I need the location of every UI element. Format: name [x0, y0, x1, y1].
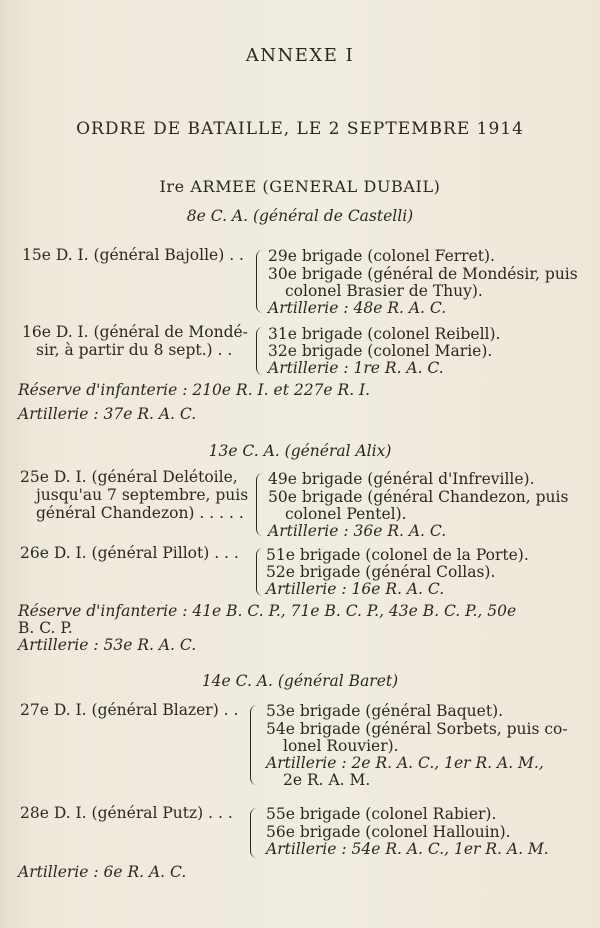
unit-line: 32e brigade (colonel Marie).	[268, 342, 493, 360]
reserve-line: Réserve d'infanterie : 41e B. C. P., 71e B. C. P., 43e B. C. P., 50e	[18, 602, 517, 620]
reserve-line: Artillerie : 53e R. A. C.	[18, 636, 197, 654]
army-heading: Ire ARMEE (GENERAL DUBAIL)	[159, 177, 441, 196]
reserve-line: Réserve d'infanterie : 210e R. I. et 227e R. I.	[18, 381, 371, 399]
division-name: sir, à partir du 8 sept.) . .	[36, 341, 233, 359]
corps-header: 14e C. A. (général Baret)	[201, 672, 399, 690]
unit-line: 56e brigade (colonel Hallouin).	[266, 823, 511, 841]
brace	[250, 808, 257, 858]
unit-line: 29e brigade (colonel Ferret).	[268, 247, 495, 265]
unit-line: 52e brigade (général Collas).	[266, 563, 496, 581]
division-name: 26e D. I. (général Pillot) . . .	[20, 544, 239, 562]
division-name: 28e D. I. (général Putz) . . .	[20, 804, 233, 822]
unit-line: Artillerie : 54e R. A. C., 1er R. A. M.	[266, 840, 549, 858]
unit-line: 51e brigade (colonel de la Porte).	[266, 546, 529, 564]
annexe-title: ANNEXE I	[245, 45, 355, 66]
reserve-line: Artillerie : 6e R. A. C.	[18, 863, 187, 881]
division-name: général Chandezon) . . . . .	[36, 504, 244, 522]
page-heading: ORDRE DE BATAILLE, LE 2 SEPTEMBRE 1914	[76, 119, 524, 139]
unit-line: 53e brigade (général Baquet).	[266, 702, 504, 720]
unit-line: Artillerie : 16e R. A. C.	[266, 580, 445, 598]
reserve-line: Artillerie : 37e R. A. C.	[18, 405, 197, 423]
division-name: jusqu'au 7 septembre, puis	[36, 486, 249, 504]
unit-line: 31e brigade (colonel Reibell).	[268, 325, 501, 343]
unit-line: Artillerie : 1re R. A. C.	[268, 359, 444, 377]
division-name: 25e D. I. (général Delétoile,	[20, 468, 238, 486]
unit-line: 55e brigade (colonel Rabier).	[266, 805, 497, 823]
unit-line: 50e brigade (général Chandezon, puis	[268, 488, 569, 506]
unit-line: colonel Brasier de Thuy).	[285, 282, 483, 300]
brace	[250, 705, 257, 785]
unit-line: 2e R. A. M.	[283, 771, 371, 789]
division-name: 27e D. I. (général Blazer) . .	[20, 701, 239, 719]
unit-line: lonel Rouvier).	[283, 737, 399, 755]
brace	[256, 250, 263, 313]
unit-line: 54e brigade (général Sorbets, puis co-	[266, 720, 568, 738]
unit-line: 49e brigade (général d'Infreville).	[268, 470, 535, 488]
brace	[256, 473, 263, 536]
corps-header: 8e C. A. (général de Castelli)	[186, 207, 414, 225]
unit-line: Artillerie : 2e R. A. C., 1er R. A. M.,	[266, 754, 544, 772]
division-name: 15e D. I. (général Bajolle) . .	[22, 246, 244, 264]
division-name: 16e D. I. (général de Mondé-	[22, 323, 248, 341]
unit-line: Artillerie : 48e R. A. C.	[268, 299, 447, 317]
reserve-line: B. C. P.	[18, 619, 73, 637]
unit-line: Artillerie : 36e R. A. C.	[268, 522, 447, 540]
unit-line: 30e brigade (général de Mondésir, puis	[268, 265, 578, 283]
brace	[256, 548, 263, 596]
brace	[256, 327, 263, 375]
corps-header: 13e C. A. (général Alix)	[208, 442, 392, 460]
unit-line: colonel Pentel).	[285, 505, 407, 523]
